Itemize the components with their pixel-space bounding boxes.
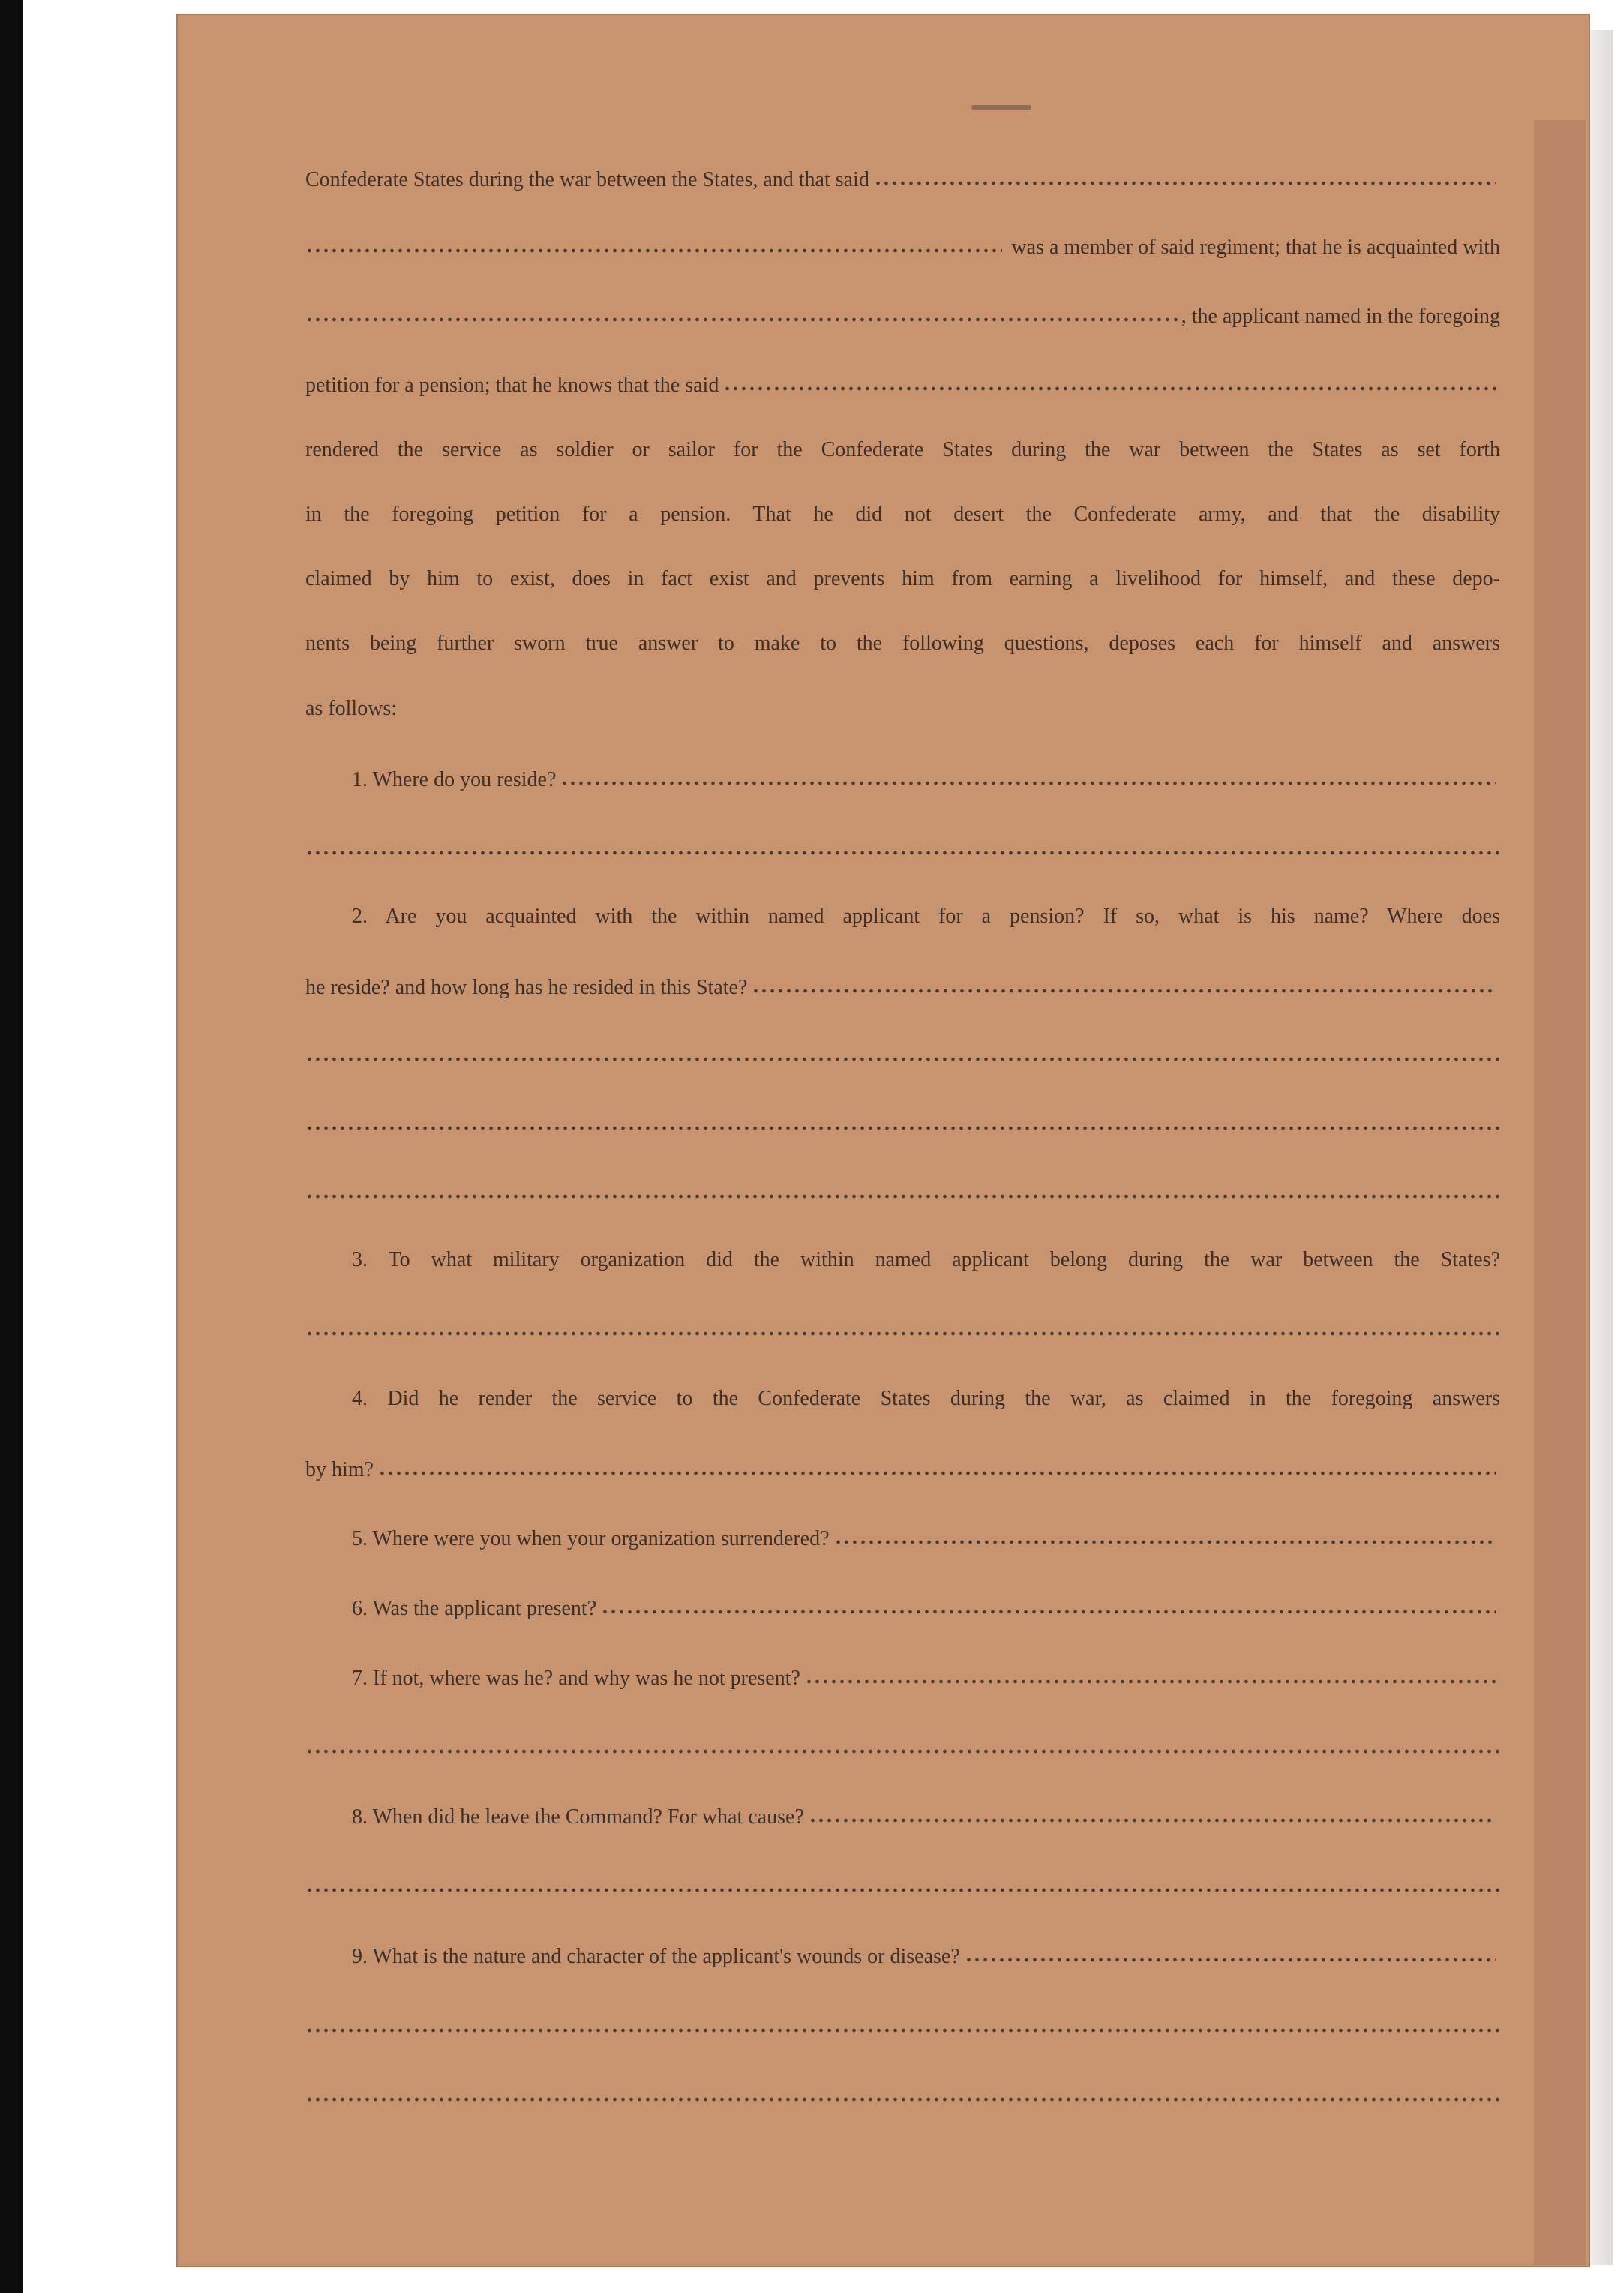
question-7: 7. If not, where was he? and why was he not present? [305, 1665, 1500, 1691]
question-4: 4. Did he render the service to the Confederate States during the war, as claimed in the foregoing answers [352, 1387, 1500, 1410]
blank-line[interactable] [874, 167, 1496, 186]
blank-line[interactable] [305, 303, 1181, 323]
answer-blank[interactable] [601, 1595, 1496, 1615]
question-3: 3. To what military organization did the within named applicant belong during the war between the States? [352, 1248, 1500, 1271]
scan-left-edge [0, 0, 23, 2293]
answer-blank[interactable] [305, 1180, 1500, 1199]
question-8: 8. When did he leave the Command? For what cause? [305, 1804, 1500, 1829]
affidavit-line-9: as follows: [305, 697, 398, 720]
answer-blank[interactable] [965, 1943, 1496, 1963]
answer-line [305, 1735, 1500, 1754]
answer-blank[interactable] [305, 2014, 1500, 2033]
question-4-cont: by him? [305, 1457, 1500, 1482]
affidavit-line-8: nents being further sworn true answer to make to the following questions, deposes each for himself and answers [305, 632, 1500, 655]
affidavit-line-1: Confederate States during the war between the States, and that said [305, 167, 1500, 192]
question-9: 9. What is the nature and character of the applicant's wounds or disease? [305, 1943, 1500, 1969]
question-2-cont: he reside? and how long has he resided in this State? [305, 974, 1500, 1000]
answer-blank[interactable] [305, 1874, 1500, 1893]
question-5: 5. Where were you when your organization surrendered? [305, 1526, 1500, 1551]
affidavit-line-5: rendered the service as soldier or sailor for the Confederate States during the war between the States as set forth [305, 438, 1500, 461]
question-1: 1. Where do you reside? [305, 767, 1500, 792]
answer-blank[interactable] [560, 767, 1496, 786]
answer-blank[interactable] [834, 1526, 1496, 1545]
answer-line [305, 1112, 1500, 1131]
answer-line [305, 1180, 1500, 1199]
affidavit-line-6: in the foregoing petition for a pension. That he did not desert the Confederate army, and that the disability [305, 503, 1500, 526]
affidavit-line-3: , the applicant named in the foregoing [305, 303, 1500, 329]
document-page [176, 14, 1590, 2267]
answer-line [305, 1043, 1500, 1062]
page-edge [1534, 120, 1586, 2265]
answer-blank[interactable] [805, 1665, 1496, 1685]
answer-line [305, 1874, 1500, 1893]
affidavit-line-4: petition for a pension; that he knows that the said [305, 372, 1500, 398]
answer-blank[interactable] [305, 2083, 1500, 2102]
answer-line [305, 836, 1500, 856]
ink-mark [971, 105, 1031, 110]
blank-line[interactable] [723, 372, 1496, 392]
question-2: 2. Are you acquainted with the within named applicant for a pension? If so, what is his name? Where does [352, 905, 1500, 928]
answer-blank[interactable] [305, 1043, 1500, 1062]
answer-blank[interactable] [305, 1112, 1500, 1131]
answer-blank[interactable] [809, 1804, 1496, 1823]
answer-line [305, 1317, 1500, 1337]
answer-blank[interactable] [305, 1317, 1500, 1337]
affidavit-line-2: was a member of said regiment; that he is acquainted with [305, 234, 1500, 260]
answer-line [305, 2083, 1500, 2102]
blank-line[interactable] [305, 234, 1002, 254]
answer-blank[interactable] [305, 1735, 1500, 1754]
answer-line [305, 2014, 1500, 2033]
answer-blank[interactable] [378, 1457, 1496, 1476]
question-6: 6. Was the applicant present? [305, 1595, 1500, 1621]
answer-blank[interactable] [752, 974, 1496, 994]
answer-blank[interactable] [305, 836, 1500, 856]
affidavit-line-7: claimed by him to exist, does in fact exist and prevents him from earning a livelihood for himself, and these depo- [305, 567, 1500, 590]
